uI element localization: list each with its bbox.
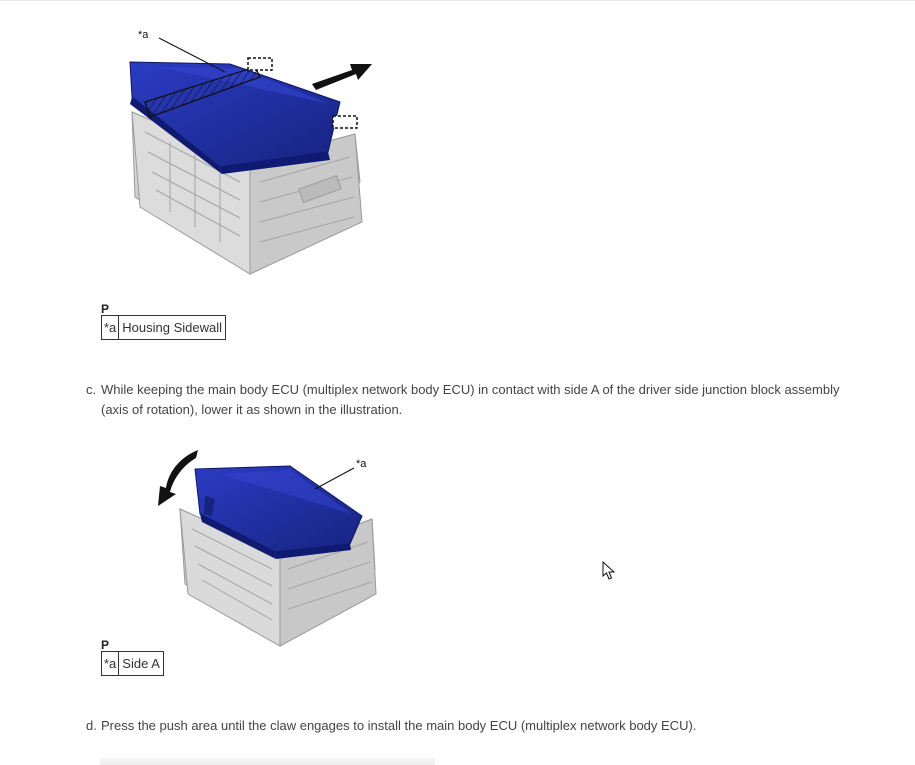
illustration-side-a <box>140 444 390 649</box>
legend-value: Housing Sidewall <box>119 316 226 340</box>
curved-arrow-down-icon <box>158 450 198 506</box>
legend-value: Side A <box>119 652 164 676</box>
step-c <box>86 380 861 420</box>
claw-marker <box>248 58 272 70</box>
step-marker: c. <box>86 382 97 397</box>
step-d <box>86 716 861 736</box>
table-row <box>102 652 164 676</box>
callout-label: *a <box>356 458 367 470</box>
table-row <box>102 316 226 340</box>
top-divider <box>0 0 915 1</box>
callout-label: *a <box>138 29 149 41</box>
mouse-pointer-icon <box>602 561 616 581</box>
arrow-up-right-icon <box>312 64 372 90</box>
legend-key: *a <box>102 316 119 340</box>
claw-marker <box>333 116 357 128</box>
step-text: While keeping the main body ECU (multiplex network body ECU) in contact with side A of the driver side junction block assembly (axis of rotation), lower it as shown in the illustration. <box>101 382 840 417</box>
next-illustration-edge <box>100 758 435 765</box>
figure-marker: P <box>101 302 110 316</box>
step-marker: d. <box>86 718 97 733</box>
step-text: Press the push area until the claw engages to install the main body ECU (multiplex network body ECU). <box>101 718 697 733</box>
legend-key: *a <box>102 652 119 676</box>
figure-marker: P <box>101 638 110 652</box>
callout-line <box>315 468 354 489</box>
illustration-housing-sidewall <box>100 22 390 280</box>
legend-table <box>101 315 226 340</box>
legend-table <box>101 651 164 676</box>
